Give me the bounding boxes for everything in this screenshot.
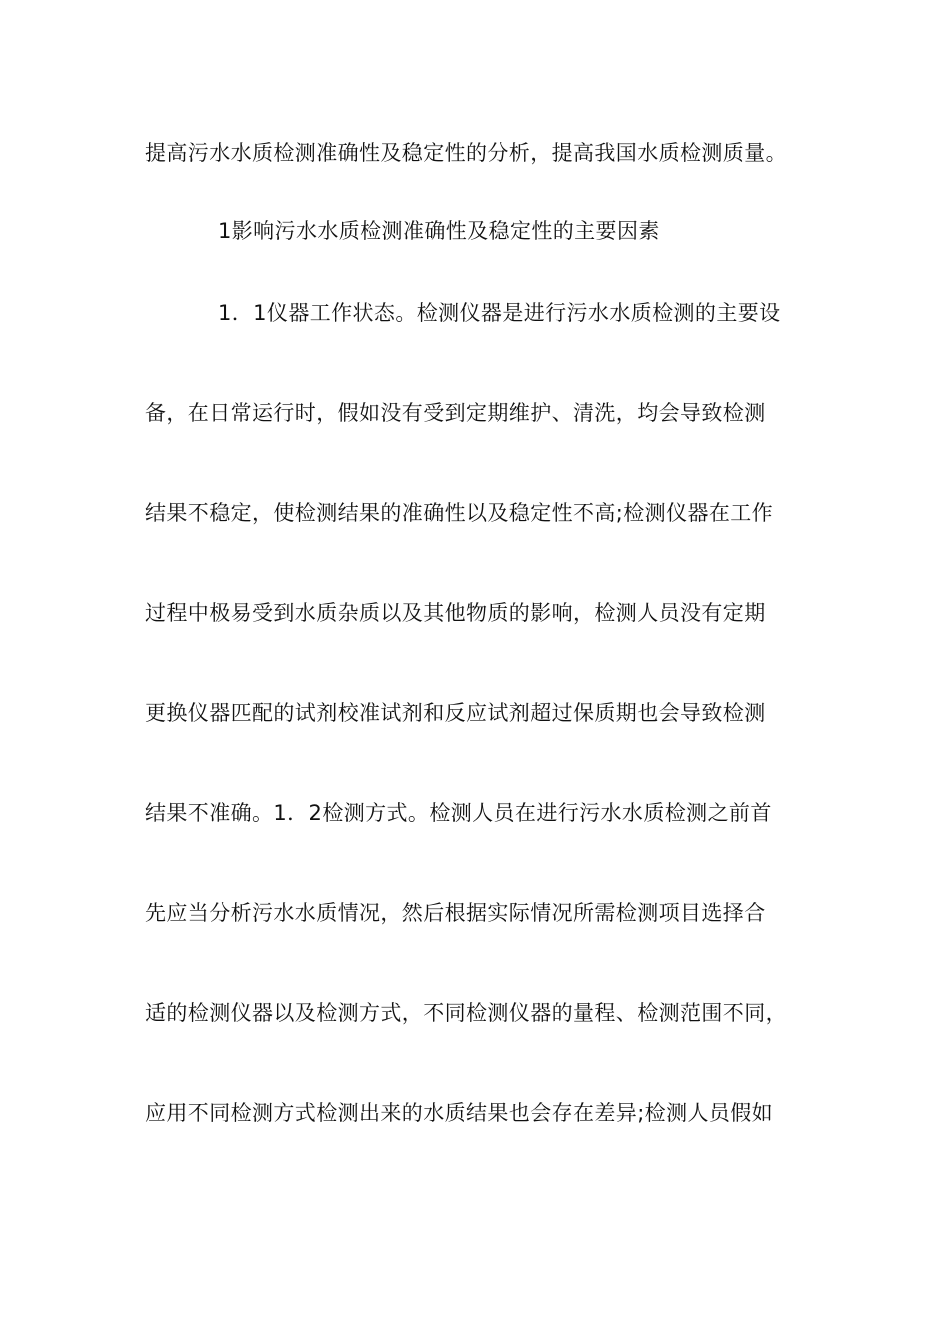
text-line-5: 结果不稳定，使检测结果的准确性以及稳定性不高;检测仪器在工作 <box>145 501 774 525</box>
text-line-9: 先应当分析污水水质情况，然后根据实际情况所需检测项目选择合 <box>145 901 766 925</box>
text-line-6: 过程中极易受到水质杂质以及其他物质的影响，检测人员没有定期 <box>145 601 766 625</box>
text-line-11: 应用不同检测方式检测出来的水质结果也会存在差异;检测人员假如 <box>145 1101 774 1125</box>
section-heading: 1影响污水水质检测准确性及稳定性的主要因素 <box>218 219 660 243</box>
text-line-8: 结果不准确。1．2检测方式。检测人员在进行污水水质检测之前首 <box>145 801 772 825</box>
text-line-4: 备，在日常运行时，假如没有受到定期维护、清洗，均会导致检测 <box>145 401 766 425</box>
text-line-3: 1．1仪器工作状态。检测仪器是进行污水水质检测的主要设 <box>218 301 781 325</box>
text-line-10: 适的检测仪器以及检测方式，不同检测仪器的量程、检测范围不同， <box>145 1001 787 1025</box>
text-line-7: 更换仪器匹配的试剂校准试剂和反应试剂超过保质期也会导致检测 <box>145 701 766 725</box>
text-line-1: 提高污水水质检测准确性及稳定性的分析，提高我国水质检测质量。 <box>145 141 787 165</box>
